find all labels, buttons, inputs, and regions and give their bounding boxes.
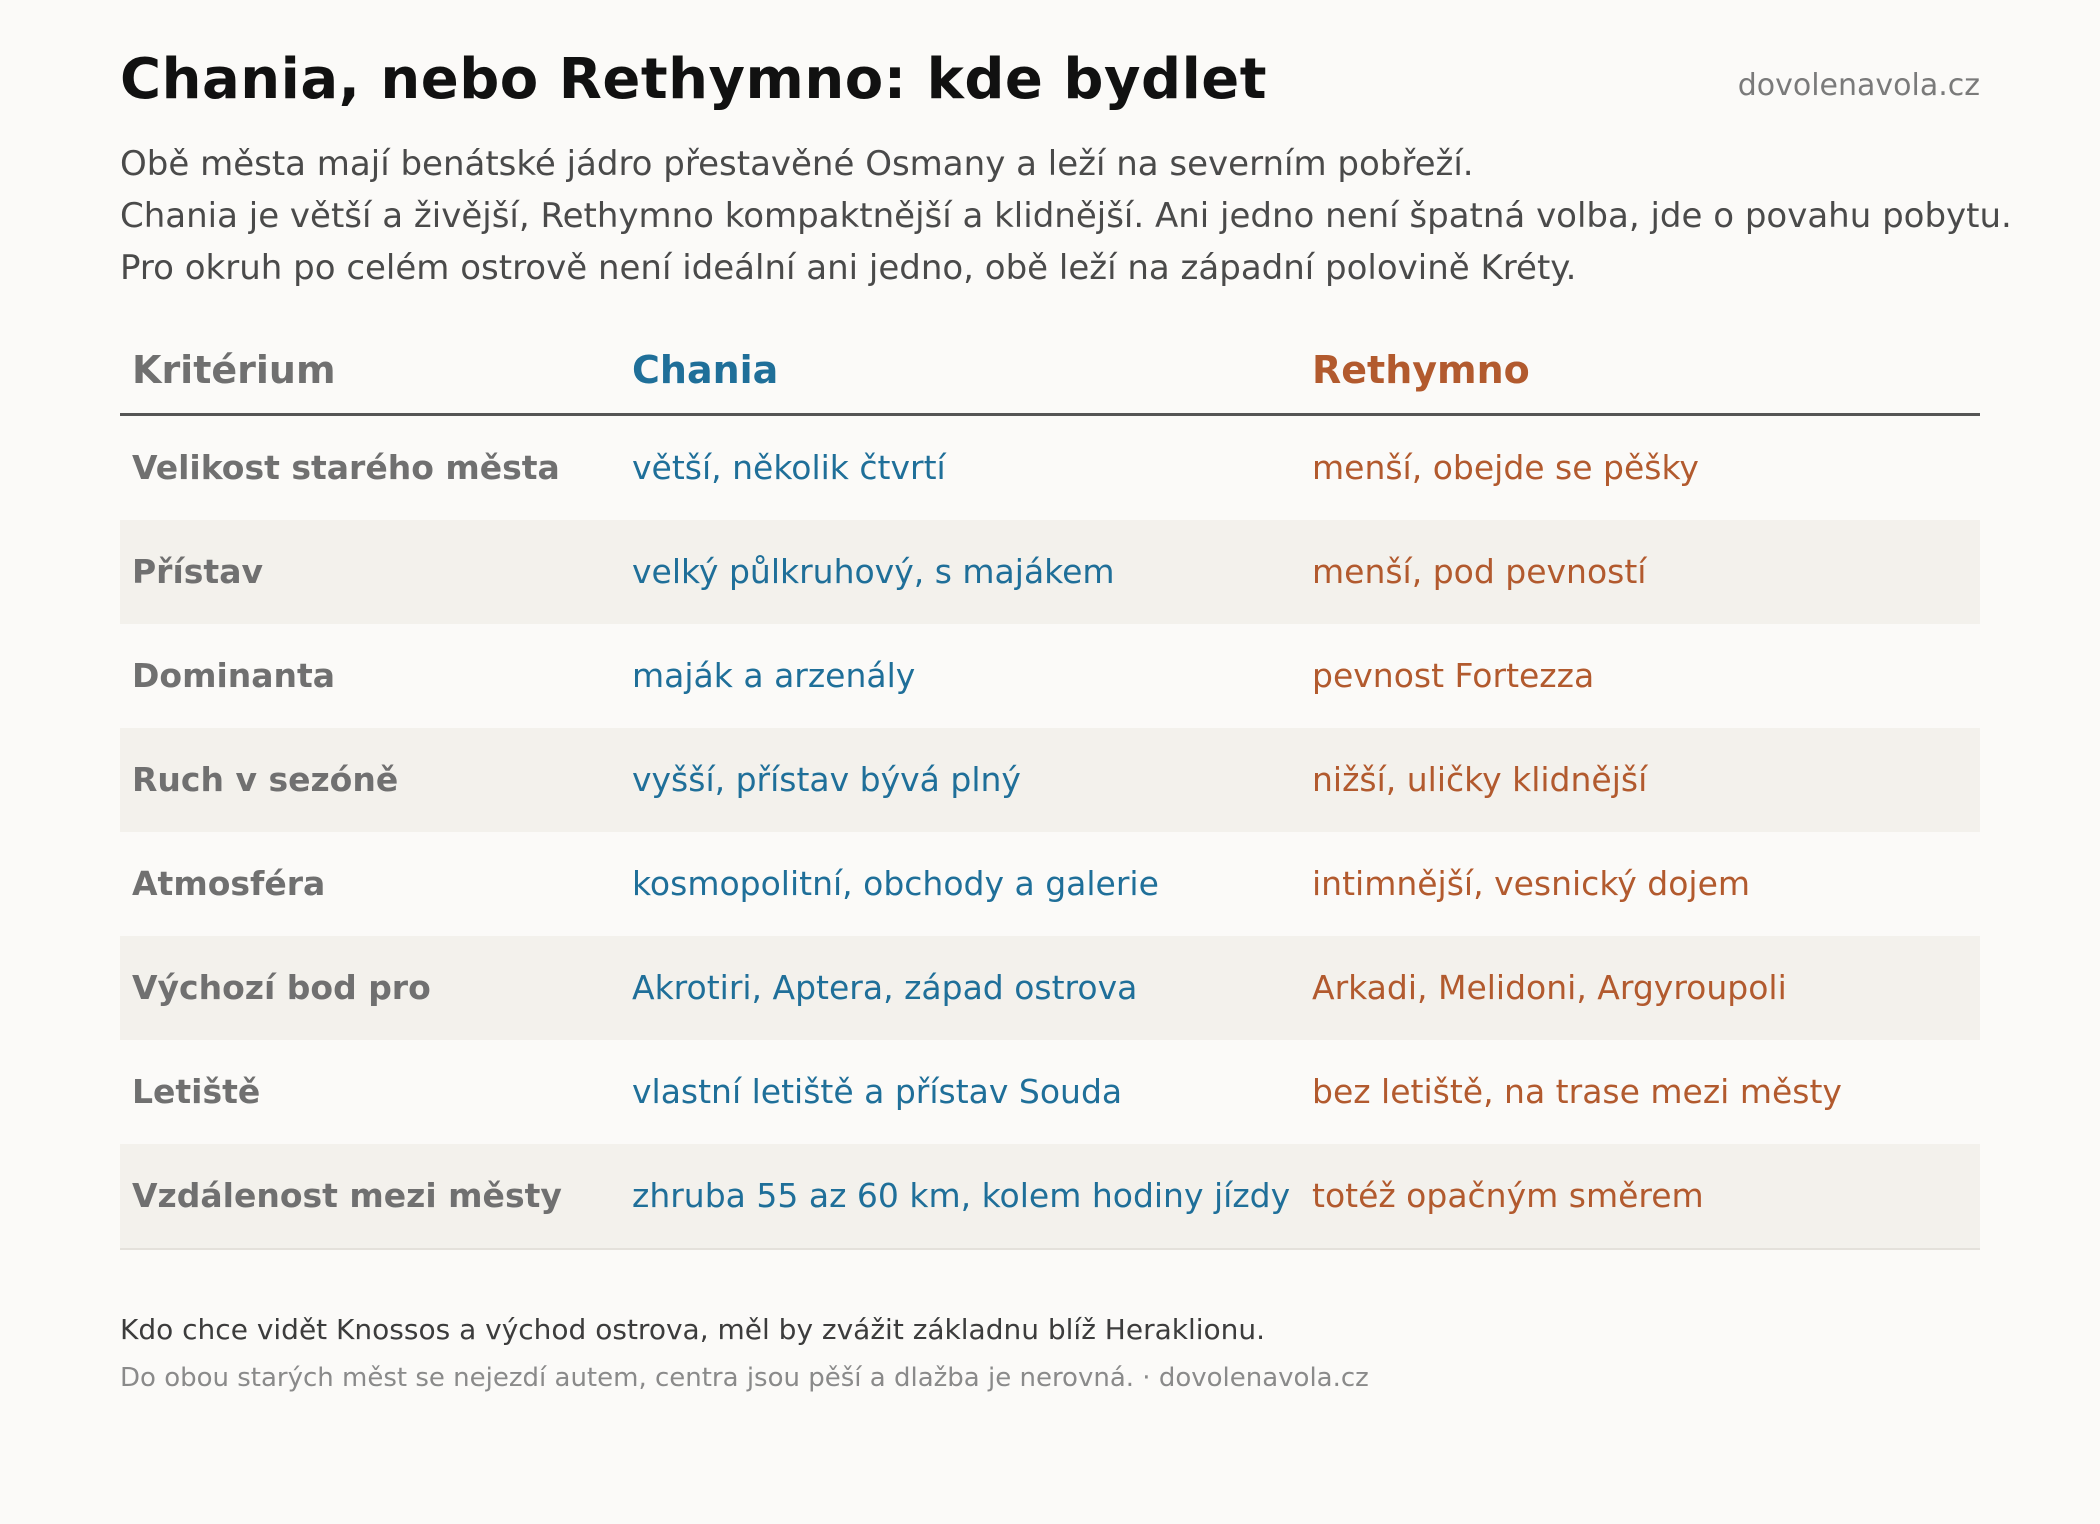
intro-line: Obě města mají benátské jádro přestavěné Osmany a leží na severním pobřeží.: [120, 144, 1474, 184]
table-row: [120, 936, 1980, 1040]
table-row: [120, 728, 1980, 832]
page-header: [120, 40, 1980, 120]
criterion-cell: Vzdálenost mezi městy: [132, 1176, 562, 1215]
criterion-cell: Výchozí bod pro: [132, 968, 431, 1007]
table-header: [120, 326, 1980, 416]
criterion-cell: Letiště: [132, 1072, 261, 1111]
chania-cell: vyšší, přístav bývá plný: [632, 760, 1021, 799]
criterion-cell: Velikost starého města: [132, 448, 560, 487]
footer-note: Do obou starých měst se nejezdí autem, centra jsou pěší a dlažba je nerovná. · dovolenavola.cz: [120, 1363, 1369, 1393]
table-row: [120, 1040, 1980, 1144]
criterion-cell: Dominanta: [132, 656, 336, 695]
table-row: [120, 1144, 1980, 1250]
intro-line: Pro okruh po celém ostrově není ideální ani jedno, obě leží na západní polovině Kréty.: [120, 248, 1577, 288]
table-row: [120, 832, 1980, 936]
intro-text: [120, 138, 2080, 294]
criterion-cell: Ruch v sezóně: [132, 760, 399, 799]
header-rethymno: Rethymno: [1312, 347, 1530, 392]
page-footer: [120, 1308, 1980, 1400]
chania-cell: Akrotiri, Aptera, západ ostrova: [632, 968, 1138, 1007]
rethymno-cell: totéž opačným směrem: [1312, 1176, 1704, 1215]
site-name: dovolenavola.cz: [1737, 68, 1980, 103]
chania-cell: vlastní letiště a přístav Souda: [632, 1072, 1123, 1111]
header-chania: Chania: [632, 347, 779, 392]
chania-cell: zhruba 55 az 60 km, kolem hodiny jízdy: [632, 1176, 1291, 1215]
chania-cell: kosmopolitní, obchody a galerie: [632, 864, 1159, 903]
comparison-table: [120, 326, 1980, 1250]
rethymno-cell: Arkadi, Melidoni, Argyroupoli: [1312, 968, 1787, 1007]
rethymno-cell: intimnější, vesnický dojem: [1312, 864, 1751, 903]
criterion-cell: Přístav: [132, 552, 263, 591]
intro-line: Chania je větší a živější, Rethymno kompaktnější a klidnější. Ani jedno není špatná volba, jde o povahu pobytu.: [120, 196, 2012, 236]
rethymno-cell: nižší, uličky klidnější: [1312, 760, 1648, 799]
page-title: Chania, nebo Rethymno: kde bydlet: [120, 47, 1268, 112]
table-row: [120, 520, 1980, 624]
rethymno-cell: menší, obejde se pěšky: [1312, 448, 1699, 487]
chania-cell: maják a arzenály: [632, 656, 916, 695]
rethymno-cell: menší, pod pevností: [1312, 552, 1647, 591]
header-criterion: Kritérium: [132, 347, 336, 392]
rethymno-cell: bez letiště, na trase mezi městy: [1312, 1072, 1842, 1111]
footer-recommendation: Kdo chce vidět Knossos a východ ostrova, měl by zvážit základnu blíž Heraklionu.: [120, 1313, 1266, 1346]
table-row: [120, 624, 1980, 728]
criterion-cell: Atmosféra: [132, 864, 326, 903]
rethymno-cell: pevnost Fortezza: [1312, 656, 1595, 695]
chania-cell: větší, několik čtvrtí: [632, 448, 946, 487]
chania-cell: velký půlkruhový, s majákem: [632, 552, 1115, 591]
table-row: [120, 416, 1980, 520]
